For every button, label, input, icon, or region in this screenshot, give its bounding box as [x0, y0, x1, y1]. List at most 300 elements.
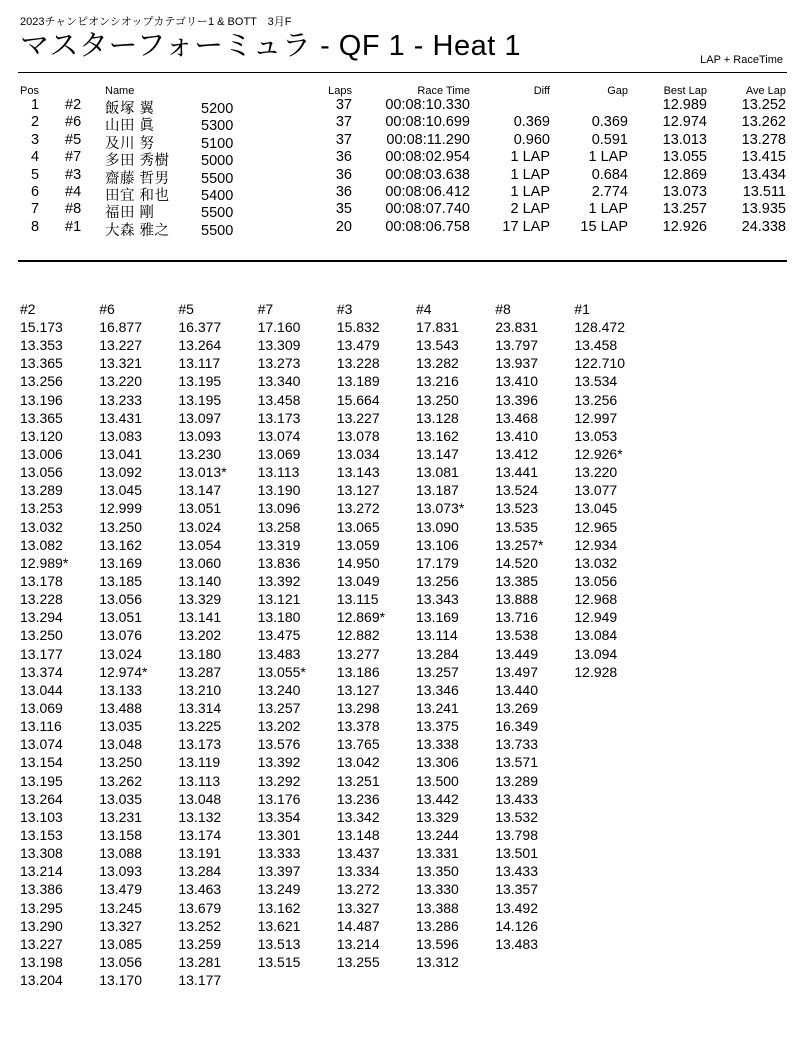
lap-time: 13.437 — [336, 845, 380, 862]
lap-time: 17.179 — [416, 554, 459, 571]
lap-time: 13.501 — [495, 845, 539, 862]
report-type-label: LAP + RaceTime — [700, 54, 783, 66]
lap-column-header: #5 — [178, 301, 194, 317]
lap-time: 13.327 — [99, 917, 143, 934]
lap-time: 13.051 — [99, 609, 143, 626]
lap-time: 13.272 — [336, 500, 380, 517]
lap-time: 13.202 — [178, 627, 222, 644]
lap-time: 13.250 — [416, 391, 459, 408]
lap-time: 13.309 — [257, 337, 301, 354]
lap-time: 13.289 — [20, 482, 63, 499]
lap-time: 13.483 — [257, 645, 301, 662]
lap-time: 13.056 — [99, 591, 143, 608]
lap-time: 13.092 — [99, 464, 143, 481]
results-row — [0, 131, 800, 152]
lap-time: 13.034 — [336, 445, 380, 462]
lap-time: 13.216 — [416, 373, 459, 390]
best-lap: 12.926 — [662, 218, 707, 235]
race-time: 00:08:07.740 — [385, 201, 470, 218]
col-header-gap: Gap — [607, 85, 628, 97]
race-time: 00:08:06.758 — [385, 218, 470, 235]
lap-time: 13.301 — [257, 826, 301, 843]
lap-time: 13.479 — [99, 881, 143, 898]
lap-time: 13.113 — [257, 464, 300, 481]
lap-time: 13.308 — [20, 845, 63, 862]
lap-time: 13.327 — [336, 899, 380, 916]
lap-time: 13.133 — [99, 681, 143, 698]
driver-name-text: 飯塚 翼 — [105, 101, 155, 117]
lap-column-header: #7 — [257, 301, 274, 317]
lap-time: 13.170 — [99, 972, 143, 989]
lap-column — [99, 300, 177, 989]
driver-name-text: 山田 眞 — [105, 118, 155, 135]
lap-time: 13.343 — [416, 591, 459, 608]
driver-name-text: 福田 剛 — [105, 205, 155, 222]
lap-time: 13.093 — [178, 427, 222, 444]
lap-time: 13.056 — [20, 464, 63, 481]
lap-time: 13.140 — [178, 572, 222, 589]
lap-time: 13.338 — [416, 736, 459, 753]
lap-time: 13.290 — [20, 917, 63, 934]
lap-column — [416, 300, 494, 971]
lap-time: 13.162 — [416, 427, 459, 444]
lap-time: 13.051 — [178, 500, 222, 517]
gap: 1 LAP — [588, 201, 628, 218]
col-header-pos: Pos — [20, 85, 39, 97]
lap-time: 13.392 — [257, 572, 301, 589]
lap-column-header: #1 — [574, 301, 590, 317]
lap-time: 13.084 — [574, 627, 618, 644]
lap-time: 13.078 — [336, 427, 380, 444]
ave-lap: 13.434 — [741, 166, 786, 183]
results-row — [0, 114, 800, 135]
lap-time: 13.250 — [20, 627, 63, 644]
lap-time: 13.410 — [495, 373, 539, 390]
lap-time: 13.191 — [178, 845, 222, 862]
lap-time: 13.106 — [416, 536, 459, 553]
position: 3 — [30, 131, 40, 148]
lap-column — [20, 300, 98, 989]
lap-time: 13.273 — [257, 355, 301, 372]
lap-time: 13.045 — [99, 482, 143, 499]
lap-time: 13.077 — [574, 482, 618, 499]
lap-time: 13.044 — [20, 681, 63, 698]
lap-time: 13.258 — [257, 518, 301, 535]
best-lap: 12.869 — [662, 166, 707, 183]
lap-time: 13.096 — [257, 500, 301, 517]
laps-count: 37 — [335, 114, 352, 131]
lap-time: 13.350 — [416, 863, 459, 880]
lap-time: 13.081 — [416, 464, 459, 481]
lap-time: 13.074 — [257, 427, 301, 444]
lap-time: 13.094 — [574, 645, 618, 662]
lap-time: 13.120 — [20, 427, 63, 444]
lap-time: 13.035 — [99, 718, 143, 735]
lap-column-header: #6 — [99, 301, 115, 317]
lap-time: 13.228 — [20, 591, 63, 608]
laps-count: 37 — [335, 131, 352, 148]
lap-time: 13.479 — [336, 337, 380, 354]
lap-time: 13.765 — [336, 736, 380, 753]
header-divider — [18, 72, 787, 73]
lap-time: 13.173 — [178, 736, 222, 753]
lap-time: 13.178 — [20, 572, 63, 589]
lap-time: 122.710 — [574, 355, 625, 372]
lap-time: 13.074 — [20, 736, 63, 753]
driver-class: 5500 — [201, 222, 234, 239]
diff: 1 LAP — [510, 166, 550, 183]
lap-time: 128.472 — [574, 319, 625, 335]
ave-lap: 13.511 — [742, 183, 786, 200]
event-name: 2023チャンピオンシオップカテゴリー1 & BOTT 3月F — [20, 16, 292, 28]
diff: 2 LAP — [510, 201, 550, 218]
lap-time: 13.042 — [336, 754, 380, 771]
lap-time: 13.797 — [495, 337, 539, 354]
lap-time: 13.354 — [257, 808, 301, 825]
lap-time: 13.115 — [336, 591, 379, 608]
lap-time: 13.227 — [336, 409, 380, 426]
position: 4 — [30, 149, 40, 166]
lap-time: 13.492 — [495, 899, 539, 916]
lap-time: 13.256 — [574, 391, 618, 408]
driver-class: 5500 — [201, 205, 234, 222]
lap-time: 13.538 — [495, 627, 539, 644]
lap-time: 13.523 — [495, 500, 539, 517]
lap-time: 13.153 — [20, 826, 63, 843]
lap-time: 13.262 — [99, 772, 143, 789]
ave-lap: 13.415 — [741, 149, 786, 166]
lap-time: 13.331 — [416, 845, 459, 862]
lap-time: 13.442 — [416, 790, 459, 807]
lap-time: 13.162 — [257, 899, 301, 916]
lap-time: 13.053 — [574, 427, 618, 444]
car-number: #7 — [65, 149, 82, 166]
lap-time: 13.256 — [20, 373, 63, 390]
lap-time: 13.117 — [178, 355, 221, 372]
lap-time: 12.949 — [574, 609, 618, 626]
lap-time: 13.190 — [257, 482, 301, 499]
lap-column — [337, 300, 415, 971]
lap-time: 13.214 — [336, 935, 380, 952]
lap-time: 13.045 — [574, 500, 618, 517]
lap-time: 13.249 — [257, 881, 301, 898]
lap-time: 13.500 — [416, 772, 459, 789]
lap-time: 15.173 — [20, 319, 63, 335]
lap-time: 13.024 — [99, 645, 143, 662]
lap-column-header: #2 — [20, 301, 36, 317]
ave-lap: 13.262 — [741, 114, 786, 131]
best-lap: 13.073 — [662, 183, 707, 200]
lap-time: 13.231 — [99, 808, 143, 825]
lap-time: 13.088 — [99, 845, 143, 862]
lap-column-header: #4 — [416, 301, 432, 317]
lap-time: 13.353 — [20, 337, 63, 354]
lap-time: 13.282 — [416, 355, 459, 372]
lap-time: 13.515 — [257, 953, 301, 970]
page-title: マスターフォーミュラ - QF 1 - Heat 1 — [20, 30, 521, 62]
lap-time: 17.831 — [416, 319, 459, 335]
lap-time: 13.253 — [20, 500, 63, 517]
driver-class: 5300 — [201, 118, 234, 135]
results-row — [0, 183, 800, 204]
lap-time: 13.032 — [574, 554, 618, 571]
car-number: #6 — [65, 114, 82, 131]
race-time: 00:08:10.699 — [385, 114, 470, 131]
lap-time: 13.386 — [20, 881, 63, 898]
col-header-laps: Laps — [328, 85, 352, 97]
lap-time: 13.056 — [574, 572, 618, 589]
lap-time: 13.210 — [178, 681, 222, 698]
lap-time: 13.330 — [416, 881, 459, 898]
lap-time: 13.082 — [20, 536, 63, 553]
lap-time: 13.055* — [257, 663, 306, 680]
lap-time: 13.458 — [257, 391, 301, 408]
lap-time: 13.132 — [178, 808, 222, 825]
lap-time: 13.174 — [178, 826, 222, 843]
lap-time: 13.127 — [336, 482, 380, 499]
lap-time: 13.024 — [178, 518, 222, 535]
lap-time: 13.116 — [20, 718, 62, 735]
lap-time: 15.664 — [336, 391, 380, 408]
laps-count: 36 — [335, 149, 352, 166]
lap-time: 13.314 — [178, 699, 222, 716]
position: 7 — [30, 201, 40, 218]
lap-time: 13.127 — [336, 681, 380, 698]
lap-time: 13.048 — [178, 790, 222, 807]
lap-time: 13.463 — [178, 881, 222, 898]
lap-time: 12.989* — [20, 554, 69, 571]
lap-time: 12.999 — [99, 500, 143, 517]
lap-time: 13.236 — [336, 790, 380, 807]
lap-time: 13.385 — [495, 572, 539, 589]
lap-time: 13.180 — [257, 609, 301, 626]
lap-time: 17.160 — [257, 319, 301, 335]
lap-time: 13.114 — [416, 627, 458, 644]
lap-time: 13.342 — [336, 808, 380, 825]
lap-time: 12.968 — [574, 591, 618, 608]
lap-column — [495, 300, 573, 953]
lap-time: 13.093 — [99, 863, 143, 880]
lap-time: 13.329 — [416, 808, 459, 825]
lap-time: 13.195 — [178, 373, 222, 390]
car-number: #3 — [65, 166, 82, 183]
lap-time: 13.412 — [495, 445, 539, 462]
results-row — [0, 201, 800, 222]
lap-time: 13.319 — [257, 536, 301, 553]
lap-time: 13.228 — [336, 355, 380, 372]
laps-count: 20 — [335, 218, 352, 235]
lap-time: 13.227 — [20, 935, 63, 952]
position: 2 — [30, 114, 40, 131]
ave-lap: 13.935 — [741, 201, 786, 218]
driver-name-text: 多田 秀樹 — [105, 153, 170, 170]
lap-time: 13.158 — [99, 826, 143, 843]
lap-time: 14.126 — [495, 917, 539, 934]
lap-time: 13.195 — [20, 772, 63, 789]
lap-time: 14.487 — [336, 917, 380, 934]
lap-time: 12.974* — [99, 663, 148, 680]
laps-count: 37 — [335, 97, 352, 113]
driver-class: 5400 — [201, 187, 234, 204]
ave-lap: 24.338 — [741, 218, 786, 235]
lap-time: 13.392 — [257, 754, 301, 771]
lap-time: 13.733 — [495, 736, 539, 753]
lap-time: 13.176 — [257, 790, 301, 807]
lap-time: 13.410 — [495, 427, 539, 444]
lap-time: 13.798 — [495, 826, 539, 843]
lap-time: 12.926* — [574, 445, 623, 462]
lap-time: 16.877 — [99, 319, 143, 335]
lap-time: 14.520 — [495, 554, 539, 571]
lap-time: 13.141 — [178, 609, 222, 626]
lap-time: 13.397 — [257, 863, 301, 880]
col-header-race-time: Race Time — [417, 85, 470, 97]
lap-time: 12.965 — [574, 518, 618, 535]
lap-time: 12.928 — [574, 663, 618, 680]
results-header-row — [0, 85, 800, 97]
lap-time: 13.083 — [99, 427, 143, 444]
lap-time: 13.374 — [20, 663, 63, 680]
lap-time: 13.185 — [99, 572, 143, 589]
lap-time: 13.440 — [495, 681, 539, 698]
best-lap: 13.257 — [662, 201, 707, 218]
lap-time: 13.264 — [20, 790, 63, 807]
lap-column — [574, 300, 652, 681]
lap-time: 13.596 — [416, 935, 459, 952]
laps-count: 35 — [335, 201, 352, 218]
results-row — [0, 166, 800, 187]
col-header-best-lap: Best Lap — [663, 85, 707, 97]
lap-time: 13.257 — [257, 699, 301, 716]
lap-time: 13.177 — [178, 972, 222, 989]
gap: 0.684 — [591, 166, 628, 183]
lap-time: 13.497 — [495, 663, 539, 680]
race-time: 00:08:03.638 — [385, 166, 470, 183]
lap-time: 13.035 — [99, 790, 143, 807]
lap-time: 13.202 — [257, 718, 301, 735]
lap-time: 13.340 — [257, 373, 301, 390]
col-header-name: Name — [105, 85, 135, 97]
lap-time: 12.934 — [574, 536, 618, 553]
lap-time: 13.388 — [416, 899, 459, 916]
lap-time: 13.365 — [20, 409, 63, 426]
lap-time: 13.180 — [178, 645, 222, 662]
lap-time: 13.433 — [495, 863, 539, 880]
results-table — [0, 85, 800, 239]
lap-time: 13.013* — [178, 464, 227, 481]
lap-time: 13.085 — [99, 935, 143, 952]
lap-time: 13.298 — [336, 699, 380, 716]
lap-column — [258, 300, 336, 971]
diff: 17 LAP — [502, 218, 550, 235]
diff: 1 LAP — [510, 183, 550, 200]
lap-time: 13.069 — [20, 699, 63, 716]
driver-name-text: 大森 雅之 — [105, 222, 170, 239]
lap-time: 13.103 — [20, 808, 63, 825]
car-number: #2 — [65, 97, 82, 113]
ave-lap: 13.278 — [741, 131, 786, 148]
results-row — [0, 149, 800, 170]
lap-time: 13.621 — [257, 917, 301, 934]
lap-time: 13.154 — [20, 754, 63, 771]
lap-time: 13.441 — [495, 464, 539, 481]
lap-time: 13.576 — [257, 736, 301, 753]
lap-time: 13.513 — [257, 935, 301, 952]
best-lap: 12.974 — [662, 114, 707, 131]
lap-column-header: #8 — [495, 301, 511, 317]
lap-time: 13.244 — [416, 826, 459, 843]
driver-name-text: 田宜 和也 — [105, 187, 170, 204]
lap-time: 13.571 — [495, 754, 539, 771]
lap-time: 13.041 — [99, 445, 143, 462]
lap-time: 13.378 — [336, 718, 380, 735]
lap-time: 13.225 — [178, 718, 222, 735]
lap-time: 13.334 — [336, 863, 380, 880]
lap-time: 13.054 — [178, 536, 222, 553]
lap-time: 13.032 — [20, 518, 63, 535]
lap-time: 13.204 — [20, 972, 63, 989]
lap-time: 13.937 — [495, 355, 539, 372]
lap-time: 13.169 — [99, 554, 143, 571]
lap-time: 13.214 — [20, 863, 63, 880]
lap-time: 13.076 — [99, 627, 143, 644]
race-time: 00:08:10.330 — [385, 97, 470, 113]
lap-time: 13.251 — [336, 772, 380, 789]
lap-time: 13.716 — [495, 609, 539, 626]
lap-time: 13.256 — [416, 572, 459, 589]
position: 6 — [30, 183, 40, 200]
lap-time: 13.836 — [257, 554, 301, 571]
lap-time: 13.888 — [495, 591, 539, 608]
lap-time: 13.312 — [416, 953, 459, 970]
diff: 0.369 — [513, 114, 550, 131]
lap-time: 13.375 — [416, 718, 459, 735]
lap-time: 15.832 — [336, 319, 380, 335]
lap-time: 13.679 — [178, 899, 222, 916]
lap-time: 13.148 — [336, 826, 380, 843]
lap-time: 13.272 — [336, 881, 380, 898]
ave-lap: 13.252 — [741, 97, 786, 113]
driver-class: 5200 — [201, 101, 234, 117]
lap-time: 16.377 — [178, 319, 222, 335]
position: 1 — [30, 97, 40, 113]
lap-time: 13.333 — [257, 845, 301, 862]
lap-time: 13.449 — [495, 645, 539, 662]
lap-time: 13.468 — [495, 409, 539, 426]
lap-time: 13.065 — [336, 518, 380, 535]
lap-time: 23.831 — [495, 319, 539, 335]
lap-time: 13.233 — [99, 391, 143, 408]
lap-time: 13.532 — [495, 808, 539, 825]
lap-time: 13.365 — [20, 355, 63, 372]
lap-time: 16.349 — [495, 718, 539, 735]
lap-time: 13.090 — [416, 518, 459, 535]
lap-time: 13.048 — [99, 736, 143, 753]
lap-time: 13.483 — [495, 935, 539, 952]
gap: 0.591 — [591, 131, 628, 148]
laps-count: 36 — [335, 166, 352, 183]
driver-name-text: 及川 努 — [105, 135, 155, 152]
lap-time: 13.543 — [416, 337, 459, 354]
lap-time: 13.196 — [20, 391, 63, 408]
lap-time: 13.059 — [336, 536, 380, 553]
race-time: 00:08:06.412 — [385, 183, 470, 200]
lap-time: 13.252 — [178, 917, 222, 934]
laps-count: 36 — [335, 183, 352, 200]
lap-time: 13.535 — [495, 518, 539, 535]
gap: 0.369 — [591, 114, 628, 131]
race-time: 00:08:02.954 — [385, 149, 470, 166]
